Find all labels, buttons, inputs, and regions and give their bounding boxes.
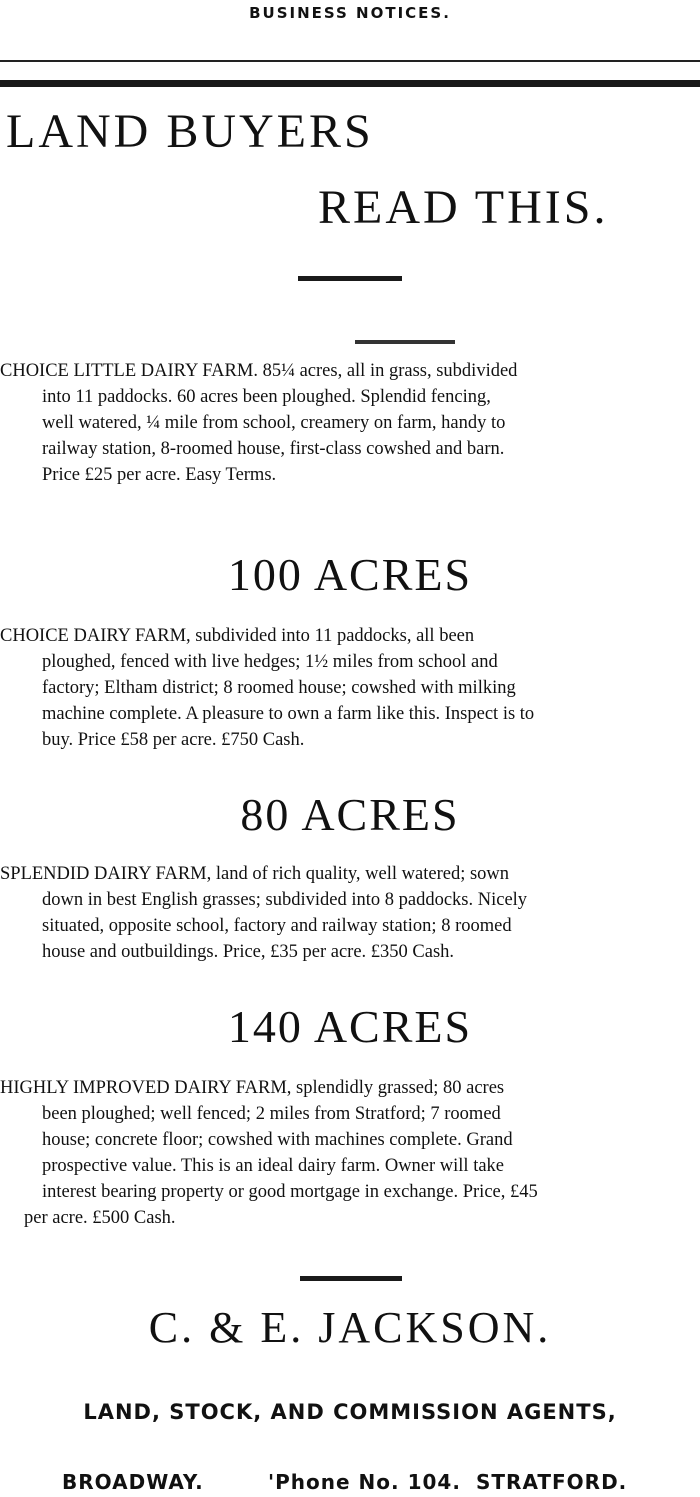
listing-4-line-4: prospective value. This is an ideal dairy farm. Owner will take xyxy=(42,1156,505,1176)
listing-2-line-1: CHOICE DAIRY FARM, subdivided into 11 paddocks, all been xyxy=(0,626,475,646)
listing-2-line-2: ploughed, fenced with live hedges; 1½ miles from school and xyxy=(42,652,498,672)
listing-4-line-1: HIGHLY IMPROVED DAIRY FARM, splendidly grassed; 80 acres xyxy=(0,1078,505,1098)
listing-1-line-3: well watered, ¼ mile from school, creamery on farm, handy to xyxy=(42,413,506,433)
header-rule xyxy=(0,60,700,62)
footer-divider-rule xyxy=(300,1276,402,1281)
phone-number: 'Phone No. 104. xyxy=(268,1470,461,1494)
listing-4-title: 140 ACRES xyxy=(227,1001,473,1052)
headline-line1: LAND BUYERS xyxy=(6,105,374,158)
listing-4-line-2: been ploughed; well fenced; 2 miles from Stratford; 7 roomed xyxy=(42,1104,501,1124)
listing-3-line-4: house and outbuildings. Price, £35 per acre. £350 Cash. xyxy=(42,942,455,962)
listing-1-line-2: into 11 paddocks. 60 acres been ploughed. Splendid fencing, xyxy=(42,387,491,407)
listing-1-line-5: Price £25 per acre. Easy Terms. xyxy=(42,465,277,485)
listing-2 xyxy=(0,623,698,753)
listing-4 xyxy=(0,1075,698,1231)
footer-address xyxy=(0,1470,700,1496)
listing-3-title: 80 ACRES xyxy=(240,789,460,840)
ornament-divider xyxy=(355,340,455,344)
listing-3-line-3: situated, opposite school, factory and railway station; 8 roomed xyxy=(42,916,512,936)
listing-3-line-2: down in best English grasses; subdivided into 8 paddocks. Nicely xyxy=(42,890,528,910)
listing-4-line-6: per acre. £500 Cash. xyxy=(24,1208,176,1228)
listing-2-line-5: buy. Price £58 per acre. £750 Cash. xyxy=(42,730,305,750)
firm-description: LAND, STOCK, AND COMMISSION AGENTS, xyxy=(83,1400,617,1424)
headline-line2: READ THIS. xyxy=(318,181,609,234)
listing-1-line-4: railway station, 8-roomed house, first-class cowshed and barn. xyxy=(42,439,505,459)
section-header: BUSINESS NOTICES. xyxy=(249,4,451,22)
header-rule-thick xyxy=(0,80,700,87)
listing-1-line-1: CHOICE LITTLE DAIRY FARM. 85¼ acres, all in grass, subdivided xyxy=(0,361,518,381)
listing-3 xyxy=(0,861,698,965)
listing-1 xyxy=(0,358,698,488)
listing-3-line-1: SPLENDID DAIRY FARM, land of rich quality, well watered; sown xyxy=(0,864,510,884)
listing-2-title: 100 ACRES xyxy=(227,549,473,600)
listing-2-line-3: factory; Eltham district; 8 roomed house; cowshed with milking xyxy=(42,678,516,698)
address-street: BROADWAY. xyxy=(62,1470,204,1494)
divider-rule xyxy=(298,276,402,281)
listing-2-line-4: machine complete. A pleasure to own a farm like this. Inspect is to xyxy=(42,704,535,724)
firm-name: C. & E. JACKSON. xyxy=(148,1303,552,1352)
listing-4-line-5: interest bearing property or good mortgage in exchange. Price, £45 xyxy=(42,1182,538,1202)
address-town: STRATFORD. xyxy=(476,1470,628,1494)
listing-4-line-3: house; concrete floor; cowshed with machines complete. Grand xyxy=(42,1130,513,1150)
